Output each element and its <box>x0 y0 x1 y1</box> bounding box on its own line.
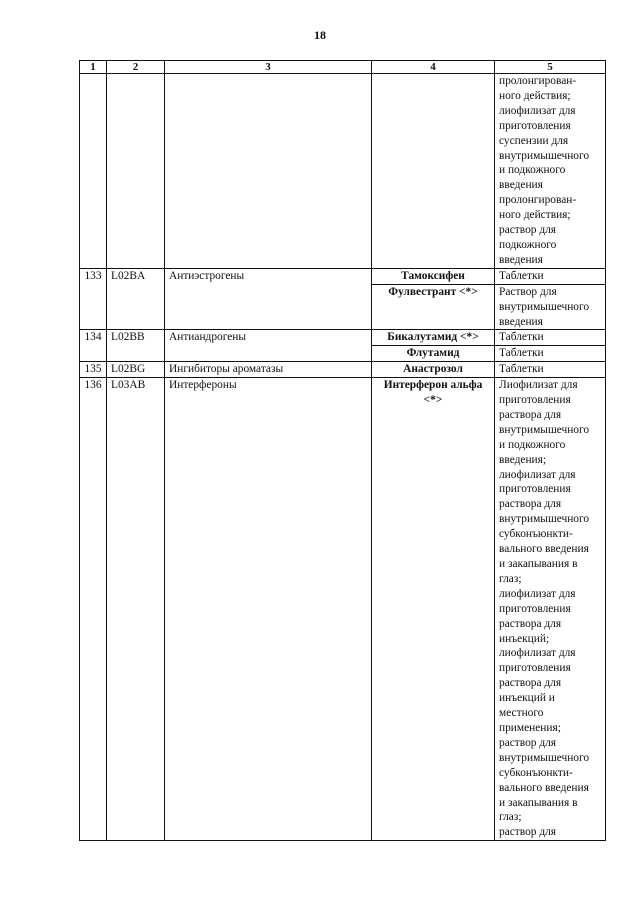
drug-name: Интерферон альфа <*> <box>372 378 495 841</box>
dosage-form: Таблетки <box>495 346 606 362</box>
drug-name: Фулвестрант <*> <box>372 284 495 330</box>
row-number <box>80 74 107 269</box>
group-name: Интерфероны <box>165 378 372 841</box>
header-col-2: 2 <box>107 61 165 74</box>
row-number: 134 <box>80 330 107 362</box>
drug-name: Анастрозол <box>372 362 495 378</box>
row-number: 136 <box>80 378 107 841</box>
group-name: Антиандрогены <box>165 330 372 362</box>
atc-code: L02BB <box>107 330 165 362</box>
drug-table <box>79 60 606 841</box>
group-name: Антиэстрогены <box>165 268 372 330</box>
group-name <box>165 74 372 269</box>
table-row <box>80 74 606 269</box>
table-row <box>80 330 606 346</box>
row-number: 135 <box>80 362 107 378</box>
atc-code: L02BG <box>107 362 165 378</box>
drug-name: Флутамид <box>372 346 495 362</box>
drug-name: Тамоксифен <box>372 268 495 284</box>
header-col-3: 3 <box>165 61 372 74</box>
dosage-form: Таблетки <box>495 362 606 378</box>
table-row <box>80 268 606 284</box>
header-col-5: 5 <box>495 61 606 74</box>
table-row <box>80 362 606 378</box>
atc-code: L03AB <box>107 378 165 841</box>
group-name: Ингибиторы ароматазы <box>165 362 372 378</box>
atc-code <box>107 74 165 269</box>
dosage-form: Таблетки <box>495 330 606 346</box>
page-number: 18 <box>314 28 326 42</box>
drug-name <box>372 74 495 269</box>
dosage-form: Лиофилизат для приготовления раствора для внутримышечного и подкожного введения; лиофилизат для приготовления раствора для внутримышечного субконъюнкти- вального введения и закапывания в глаз; лиофилизат для приготовления раствора для инъекций; лиофилизат для приготовления раствора для инъекций и местного применения; раствор для внутримышечного субконъюнкти- вального введения и закапывания в глаз; раствор для <box>495 378 606 841</box>
header-col-4: 4 <box>372 61 495 74</box>
dosage-form: пролонгирован- ного действия; лиофилизат для приготовления суспензии для внутримышечного и подкожного введения пролонгирован- ного действия; раствор для подкожного введения <box>495 74 606 269</box>
dosage-form: Раствор для внутримышечного введения <box>495 284 606 330</box>
drug-name: Бикалутамид <*> <box>372 330 495 346</box>
atc-code: L02BA <box>107 268 165 330</box>
dosage-form: Таблетки <box>495 268 606 284</box>
header-row <box>80 61 606 74</box>
header-col-1: 1 <box>80 61 107 74</box>
row-number: 133 <box>80 268 107 330</box>
table-row <box>80 378 606 841</box>
